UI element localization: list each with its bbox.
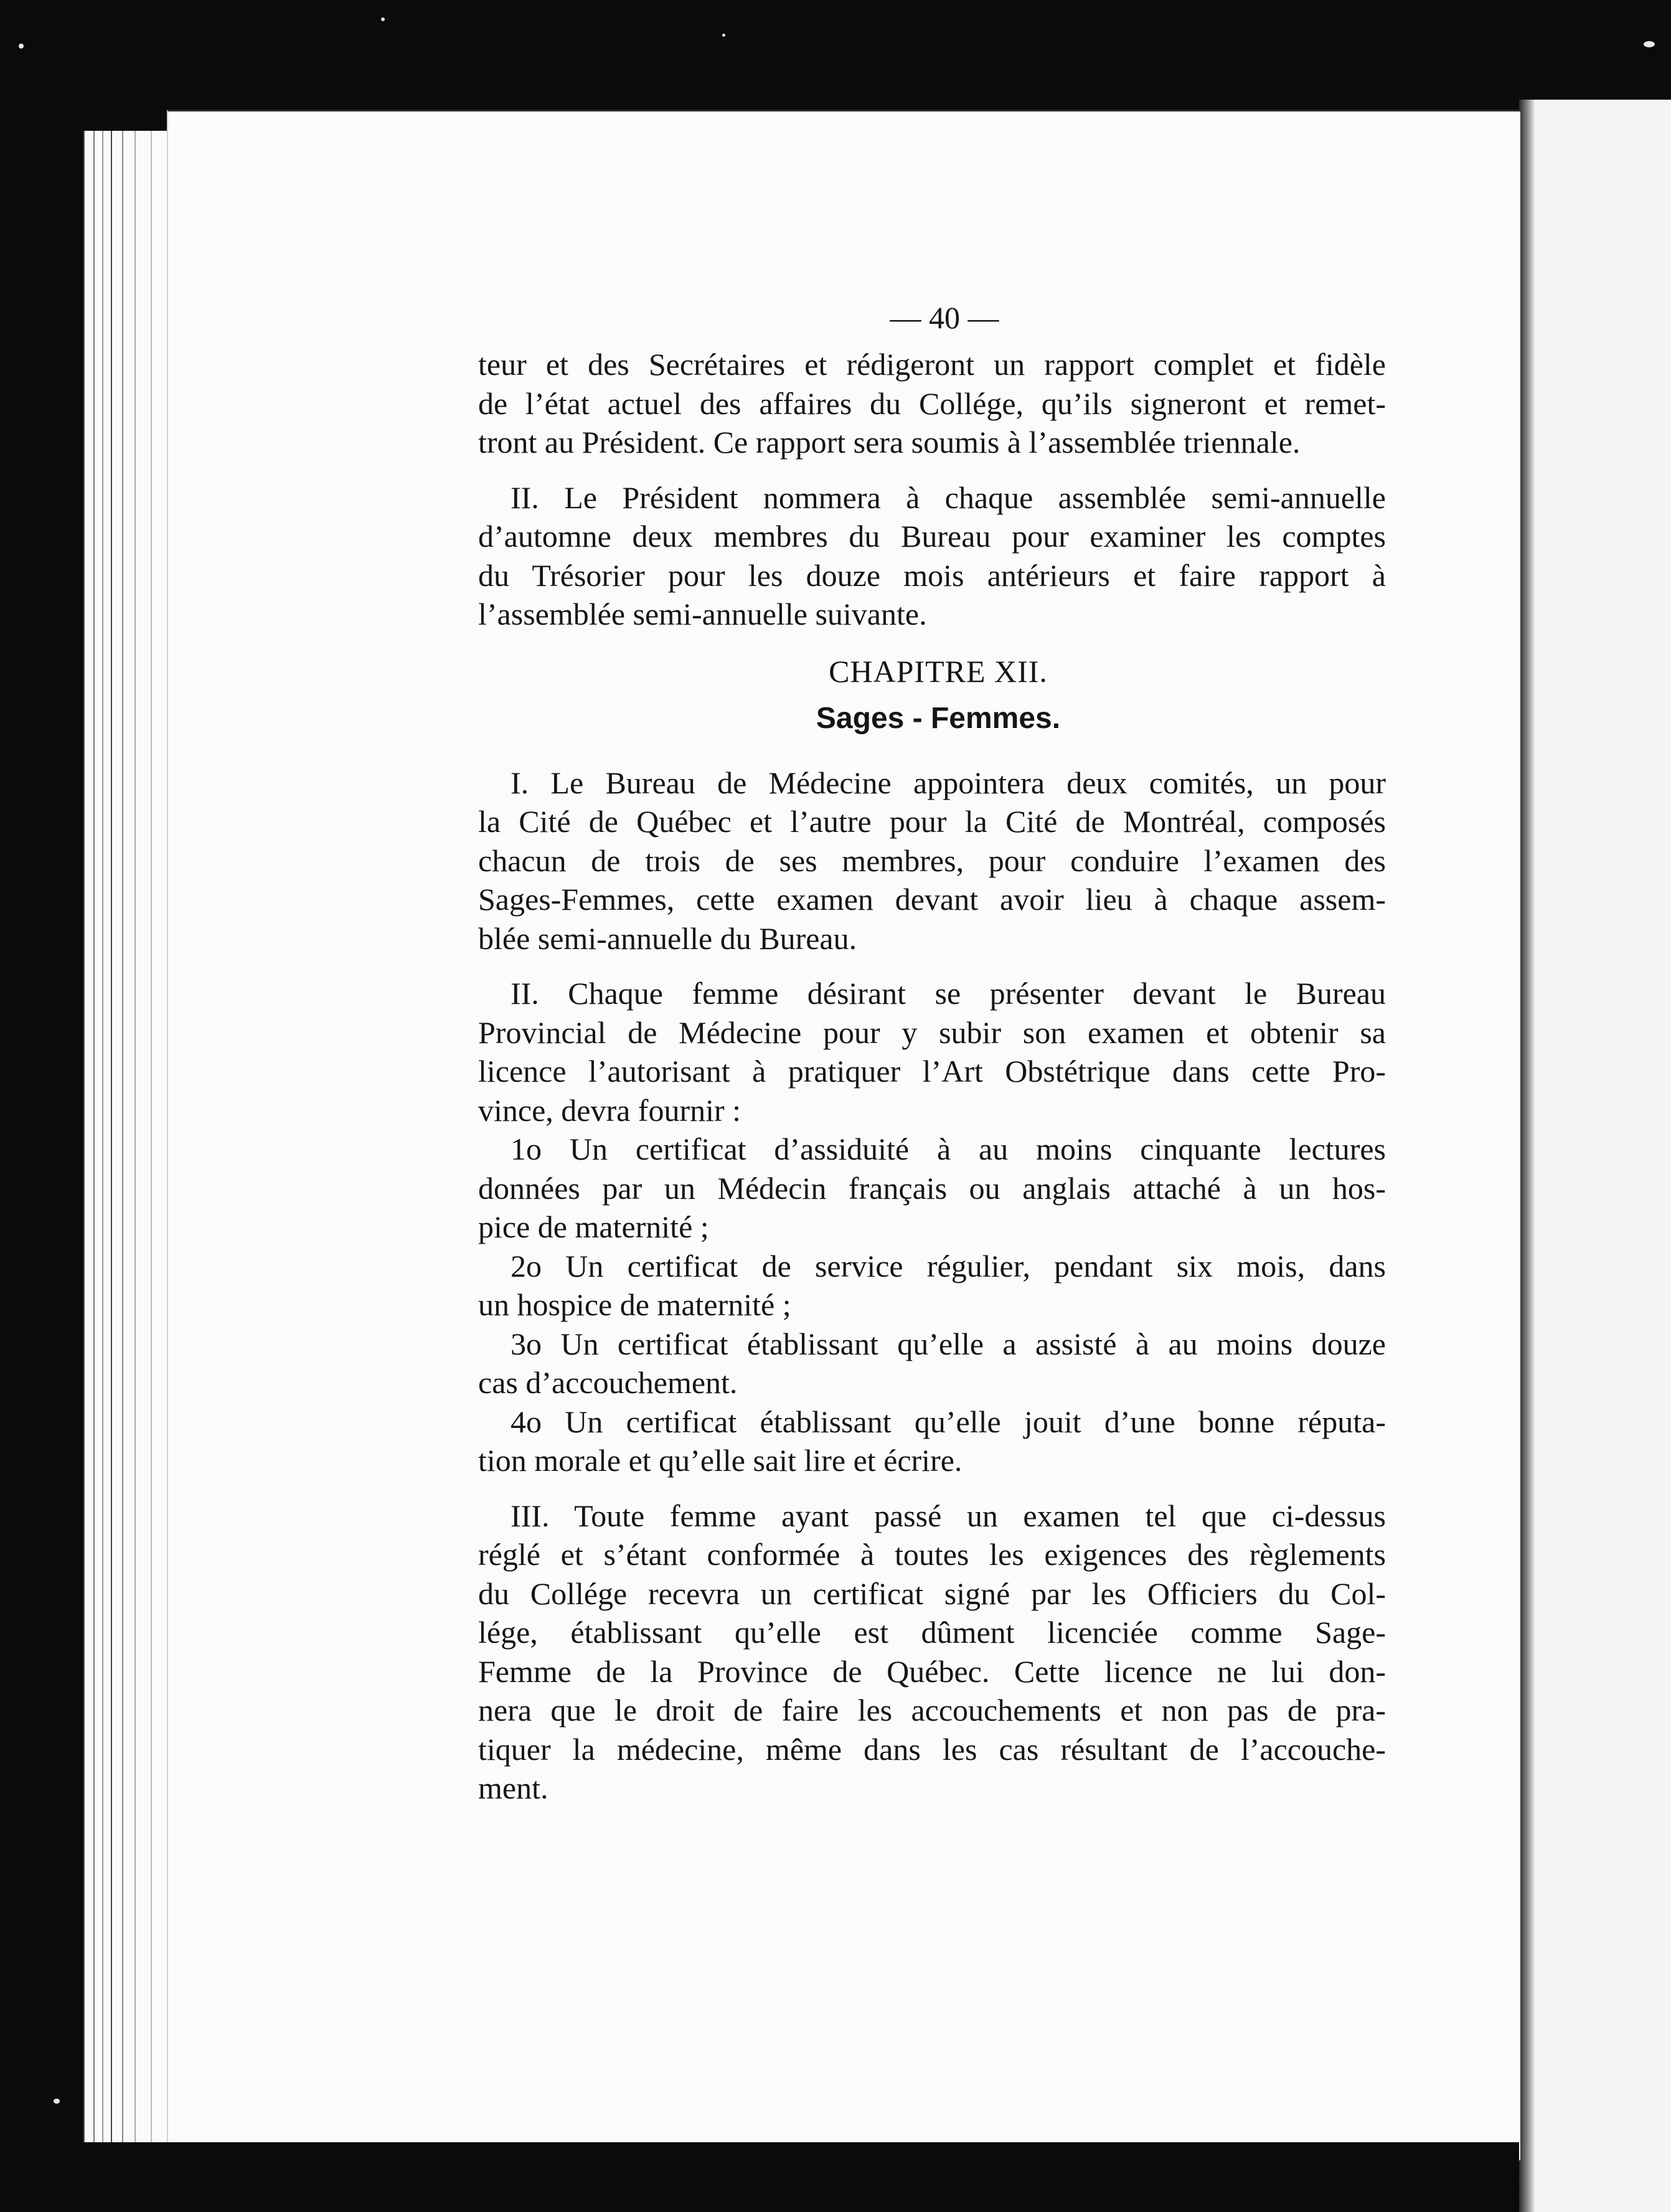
paragraph-continued — [478, 345, 1386, 462]
text-line: cas d’accouchement. — [478, 1365, 738, 1400]
list-item-2: 2o Un certificat de service régulier, pendant six mois, dans — [511, 1248, 1386, 1283]
facing-page — [1519, 100, 1671, 2212]
text-line: Femme de la Province de Québec. Cette licence ne lui don- — [478, 1653, 1386, 1689]
list-item-3: 3o Un certificat établissant qu’elle a assisté à au moins douze — [511, 1326, 1386, 1361]
page-text-block — [478, 299, 1386, 1808]
text-line: vince, devra fournir : — [478, 1092, 741, 1128]
paragraph-ii-auditors — [478, 478, 1386, 634]
list-item-4: 4o Un certificat établissant qu’elle jouit d’une bonne réputa- — [511, 1404, 1386, 1439]
paragraph-i-committees — [478, 763, 1386, 958]
dust-speck — [1644, 41, 1655, 47]
text-line: la Cité de Québec et l’autre pour la Cité de Montréal, composés — [478, 804, 1386, 839]
list-item-1: 1o Un certificat d’assiduité à au moins cinquante lectures — [511, 1132, 1386, 1166]
text-line: l’assemblée semi-annuelle suivante. — [478, 597, 927, 631]
text-line: un hospice de maternité ; — [478, 1287, 791, 1322]
page-bottom-shadow — [83, 2142, 1519, 2212]
page-number: — 40 — — [890, 300, 999, 335]
chapter-title: CHAPITRE XII. — [829, 653, 1048, 689]
text-line: tront au Président. Ce rapport sera soumis à l’assemblée triennale. — [478, 425, 1301, 460]
text-line: teur et des Secrétaires et rédigeront un rapport complet et fidèle — [478, 347, 1386, 382]
dust-speck — [722, 34, 725, 37]
dust-speck — [381, 17, 385, 21]
text-line: blée semi-annuelle du Bureau. — [478, 920, 857, 956]
text-line: chacun de trois de ses membres, pour conduire l’examen des — [478, 843, 1386, 878]
spine-shadow — [1519, 100, 1535, 2212]
text-line: ment. — [478, 1770, 548, 1805]
text-line: du Trésorier pour les douze mois antérieurs et faire rapport à — [478, 557, 1386, 593]
text-line: III. Toute femme ayant passé un examen tel que ci-dessus — [511, 1498, 1386, 1533]
text-line: lége, établissant qu’elle est dûment licenciée comme Sage- — [478, 1615, 1386, 1650]
text-line: réglé et s’étant conformée à toutes les exigences des règlements — [478, 1537, 1386, 1572]
text-line: tiquer la médecine, même dans les cas résultant de l’accouche- — [478, 1731, 1386, 1767]
text-line: de l’état actuel des affaires du Collége, qu’ils signeront et remet- — [478, 385, 1386, 421]
text-line: données par un Médecin français ou anglais attaché à un hos- — [478, 1170, 1386, 1206]
text-line: pice de maternité ; — [478, 1209, 709, 1244]
chapter-subtitle: Sages - Femmes. — [816, 701, 1061, 735]
paragraph-iii-licence — [478, 1496, 1386, 1808]
text-line: II. Chaque femme désirant se présenter devant le Bureau — [511, 976, 1386, 1011]
paragraph-ii-requirements — [478, 974, 1386, 1480]
text-line: d’automne deux membres du Bureau pour examiner les comptes — [478, 519, 1386, 554]
text-line: I. Le Bureau de Médecine appointera deux comités, un pour — [511, 765, 1386, 800]
text-line: licence l’autorisant à pratiquer l’Art Obstétrique dans cette Pro- — [478, 1054, 1386, 1089]
text-line: nera que le droit de faire les accouchements et non pas de pra- — [478, 1693, 1386, 1728]
dust-speck — [54, 2099, 60, 2104]
text-line: du Collége recevra un certificat signé par les Officiers du Col- — [478, 1576, 1386, 1611]
text-line: tion morale et qu’elle sait lire et écrire. — [478, 1443, 963, 1478]
text-line: Provincial de Médecine pour y subir son examen et obtenir sa — [478, 1014, 1386, 1050]
dust-speck — [19, 44, 24, 49]
text-line: Sages-Femmes, cette examen devant avoir lieu à chaque assem- — [478, 882, 1386, 917]
text-line: II. Le Président nommera à chaque assemblée semi-annuelle — [511, 480, 1386, 515]
